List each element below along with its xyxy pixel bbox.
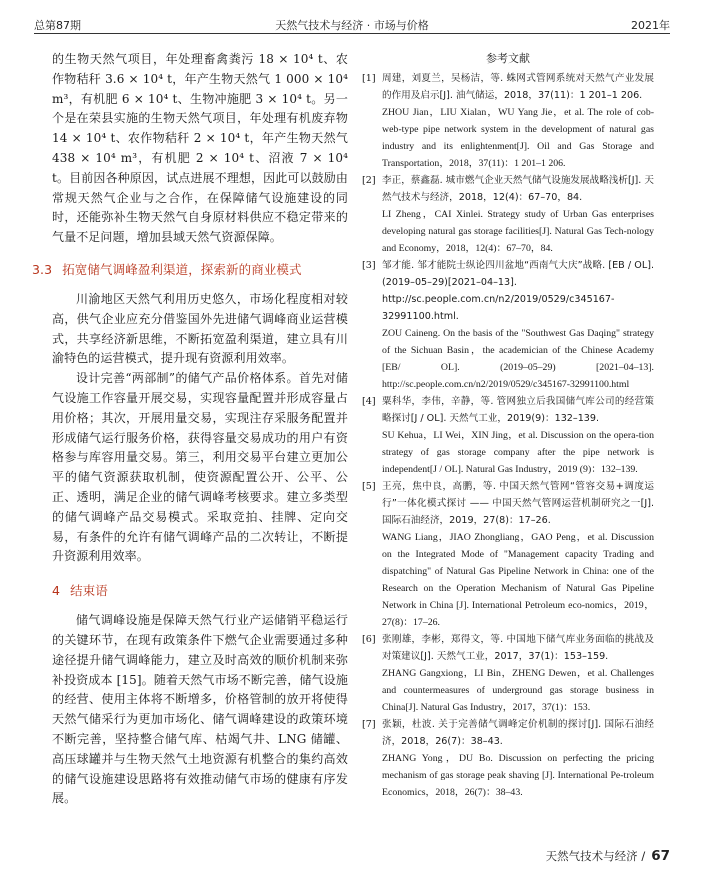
page-number: 67 bbox=[651, 848, 670, 864]
reference-number: [6] bbox=[362, 634, 376, 645]
journal-section-title: 天然气技术与经济 · 市场与价格 bbox=[275, 19, 429, 32]
reference-english: ZOU Caineng. On the basis of the "Southwest Gas Daqing" strategy of the Sichuan Basin，the academician of the Chinese Academy [EB/ OL]. (2019–05–29) [2021–04–13]. http://sc.people.com.cn/n2/2019/0529/c345167-32991100.html bbox=[382, 328, 654, 390]
reference-chinese: 粟科华，李伟，辛静，等. 管网独立后我国储气库公司的经营策略探讨[J / OL]. 天然气工业，2019(9)：132–139. bbox=[382, 396, 654, 424]
reference-item bbox=[362, 257, 654, 393]
section-heading-4 bbox=[52, 581, 348, 601]
reference-item bbox=[362, 393, 654, 478]
references-heading: 参考文献 bbox=[486, 52, 530, 65]
section-title: 结束语 bbox=[70, 583, 108, 599]
reference-item bbox=[362, 716, 654, 801]
reference-item bbox=[362, 70, 654, 172]
reference-english: ZHOU Jian，LIU Xialan，WU Yang Jie，et al. The role of cob-web-type pipe network system in the development of natural gas industry and its enlightenment[J]. Oil and Gas Storage and Transportation，2018，37(11)：1 201–1 206. bbox=[382, 107, 654, 169]
references-column bbox=[362, 50, 654, 801]
reference-chinese: 张刚雄，李彬，郑得文，等. 中国地下储气库业务面临的挑战及对策建议[J]. 天然气工业，2017，37(1)：153–159. bbox=[382, 634, 654, 662]
reference-chinese: 张颖，杜波. 关于完善储气调峰定价机制的探讨[J]. 国际石油经济，2018，26(7)：38–43. bbox=[382, 719, 654, 747]
reference-english: ZHANG Gangxiong，LI Bin，ZHENG Dewen，et al. Challenges and countermeasures of underground gas storage business in China[J]. Natural Gas Industry，2017，37(1)：153. bbox=[382, 668, 654, 713]
reference-number: [1] bbox=[362, 73, 376, 84]
section-heading-3-3 bbox=[32, 260, 348, 280]
running-header bbox=[34, 14, 670, 34]
reference-english: LI Zheng，CAI Xinlei. Strategy study of Urban Gas enterprises developing natural gas storage facilities[J]. Natural Gas Tech-nology and Economy，2018，12(4)：67–70，84. bbox=[382, 209, 654, 254]
page-footer bbox=[546, 848, 670, 864]
reference-number: [3] bbox=[362, 260, 376, 271]
reference-number: [4] bbox=[362, 396, 376, 407]
reference-item bbox=[362, 478, 654, 631]
paragraph: 设计完善“两部制”的储气产品价格体系。首先对储气设施工作容量开展交易，实现容量配置并形成容量占用价格；其次，开展用量交易，实现注存采服务配置并形成储气运行服务价格，获得容量交易成功的用户有资格参与库容用量交易。第三，利用交易平台建立更加公平的储气资源获取机制，使资源配置公开、公平、公正、透明，满足企业的储气调峰考核要求。建立多类型的储气调峰产品交易模式。采取竞拍、挂牌、定向交易，有条件的允许有储气调峰产品的二次转让，不断提升资源利用效率。 bbox=[52, 371, 348, 564]
section-number: 3.3 bbox=[32, 261, 53, 277]
paragraph-continued: 的生物天然气项目，年处理畜禽粪污 18 × 10⁴ t、农作物秸秆 3.6 × 10⁴ t，年产生物天然气 1 000 × 10⁴ m³，有机肥 6 × 10⁴ t、生物冲施肥 3 × 10⁴ t。另一个是在荣县实施的生物天然气项目，年处理有机废弃物 14 × 10⁴ t、农作物秸秆 2 × 10⁴ t，年产生物天然气 438 × 10⁴ m³，有机肥 2 × 10⁴ t、沼液 7 × 10⁴ t。目前因各种原因，试点进展不理想，因此可以鼓励由常规天然气企业与之合作，在保障储气设施建设的同时，还能弥补生物天然气自身原材料供应不稳定带来的气量不足问题，增加县域天然气资源保障。 bbox=[52, 52, 348, 245]
body-text-column bbox=[32, 50, 348, 809]
paragraph: 川渝地区天然气利用历史悠久，市场化程度相对较高，供气企业应充分借鉴国外先进储气调峰商业运营模式，共享经济新思维，不断拓宽盈利渠道，建立具有川渝特色的运营模式，提升现有资源利用效率。 bbox=[52, 291, 348, 366]
reference-item bbox=[362, 631, 654, 716]
reference-number: [5] bbox=[362, 481, 376, 492]
footer-journal-name: 天然气技术与经济 / bbox=[545, 849, 646, 863]
issue-number: 总第87期 bbox=[34, 19, 81, 32]
reference-item bbox=[362, 172, 654, 257]
reference-english: ZHANG Yong，DU Bo. Discussion on perfecting the pricing mechanism of gas storage peak shaving [J]. International Pe-troleum Economics，2018，26(7)：38–43. bbox=[382, 753, 654, 798]
reference-chinese: 邹才能. 邹才能院士纵论四川盆地“西南气大庆”战略. [EB / OL]. (2019–05–29)[2021–04–13]. http://sc.people.com.cn/n2/2019/0529/c345167-32991100.html. bbox=[382, 260, 654, 322]
section-title: 拓宽储气调峰盈利渠道，探索新的商业模式 bbox=[62, 261, 302, 277]
section-number: 4 bbox=[52, 583, 61, 599]
reference-chinese: 王亮，焦中良，高鹏，等. 中国天然气管网“管容交易+调度运行”一体化模式探讨 —— 中国天然气管网运营机制研究之一[J]. 国际石油经济，2019，27(8)：17–26. bbox=[382, 481, 654, 526]
header-divider bbox=[34, 33, 670, 34]
reference-number: [2] bbox=[362, 175, 376, 186]
reference-chinese: 周建，刘夏兰，吴杨洁，等. 蛛网式管网系统对天然气产业发展的作用及启示[J]. 油气储运，2018，37(11)：1 201–1 206. bbox=[382, 73, 654, 101]
reference-chinese: 李正，蔡鑫磊. 城市燃气企业天然气储气设施发展战略浅析[J]. 天然气技术与经济，2018，12(4)：67–70，84. bbox=[382, 175, 654, 203]
paragraph: 储气调峰设施是保障天然气行业产运储销平稳运行的关键环节，在现有政策条件下燃气企业需要通过多种途径提升储气调峰能力，建立及时高效的顺价机制来弥补投资成本 [15]。随着天然气市场不断完善，储气设施的经营、使用主体将不断增多，价格管制的放开将使得天然气储采行为更加市场化、储气调峰建设的政策环境不断完善，坚持整合储气库、枯竭气井、LNG 储罐、高压球罐并与生物天然气土地资源有机整合的集约高效的储气设施建设思路将有效推动储气市场的健康有序发展。 bbox=[52, 613, 348, 806]
reference-english: WANG Liang，JIAO Zhongliang，GAO Peng，et al. Discussion on the Integrated Mode of "Management capacity Trading and dispatching" of Natural Gas Pipeline Network in China: one of the Research on the Operation Mechanism of Natural Gas Pipeline Network in China [J]. International Petroleum eco-nomics，2019，27(8)：17–26. bbox=[382, 532, 654, 628]
reference-english: SU Kehua，LI Wei，XIN Jing，et al. Discussion on the opera-tion strategy of gas storage company after the pipe network is independent[J / OL]. Natural Gas Industry，2019 (9)：132–139. bbox=[382, 430, 654, 475]
reference-number: [7] bbox=[362, 719, 376, 730]
publication-year: 2021年 bbox=[631, 19, 670, 32]
